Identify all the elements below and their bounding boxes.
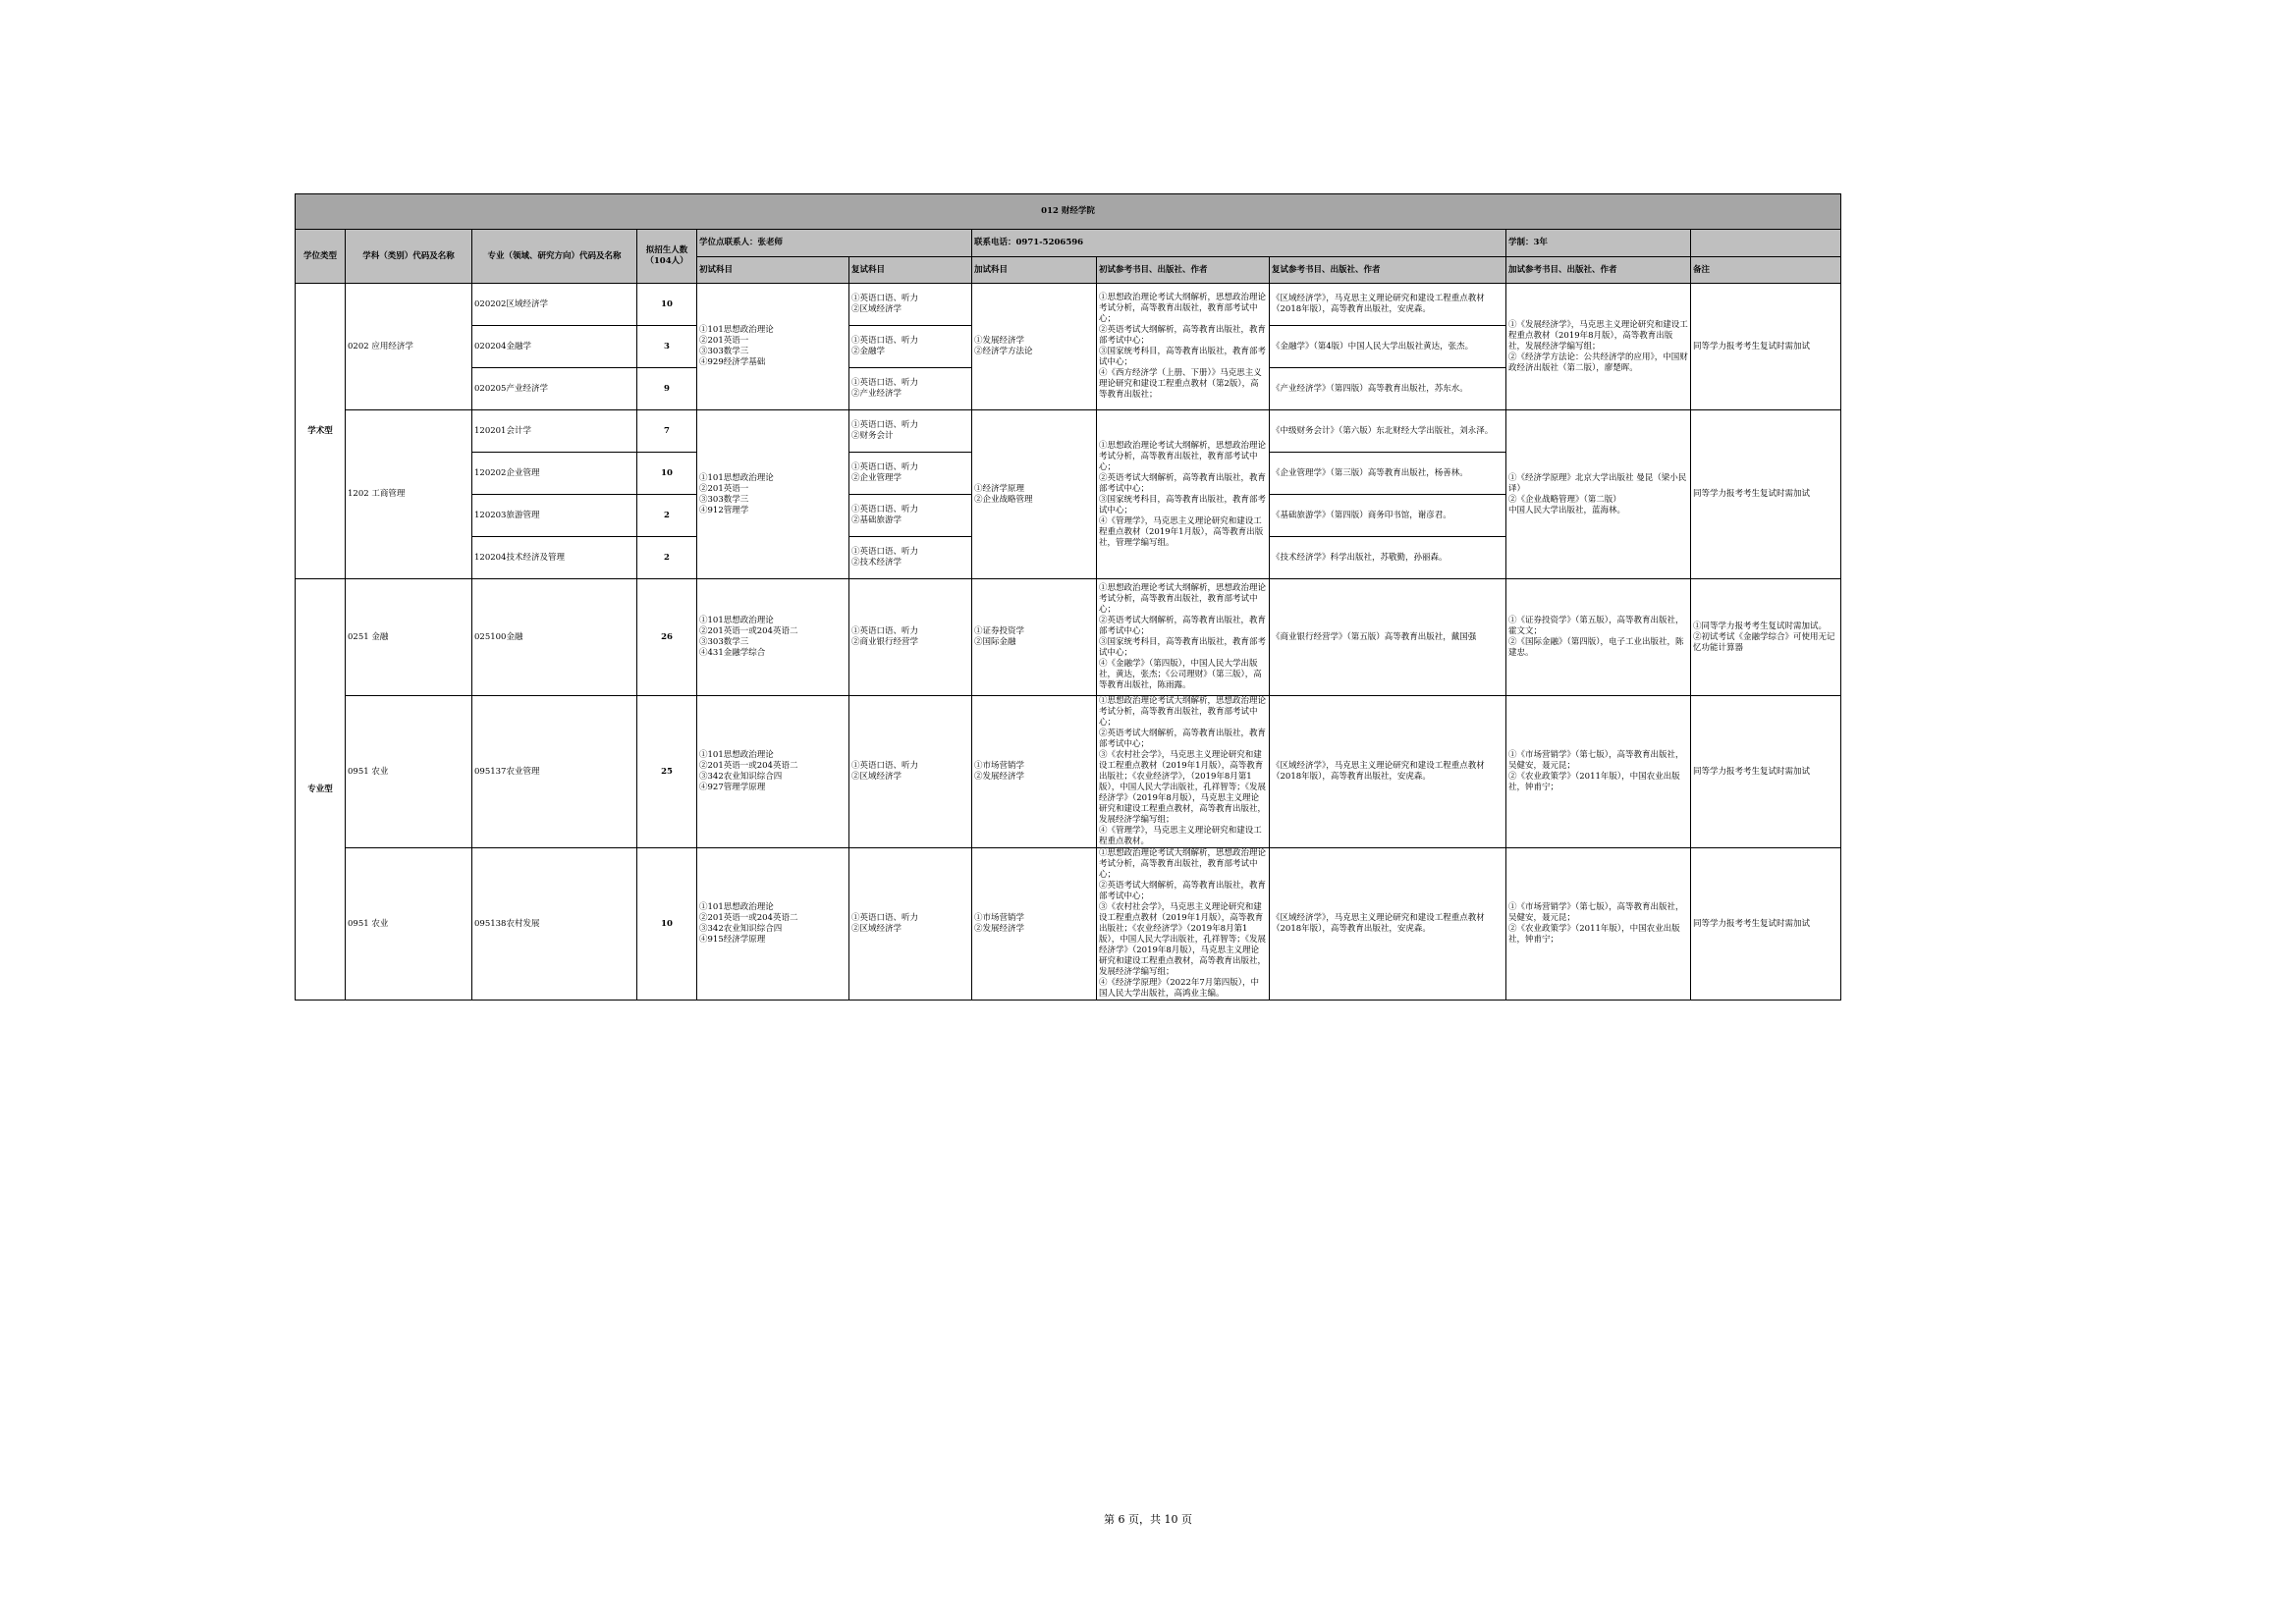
header-quota: 拟招生人数（104人） (637, 230, 697, 284)
discipline-cell: 0251 金融 (346, 579, 472, 696)
retest-subjects-cell: ①英语口语、听力 ②金融学 (849, 326, 972, 368)
header-contact-person: 学位点联系人：张老师 (697, 230, 972, 257)
exam-subjects-cell: ①101思想政治理论 ②201英语一或204英语二 ③342农业知识综合四 ④927管理学原理 (697, 696, 849, 848)
degree-type-academic: 学术型 (296, 284, 346, 579)
admissions-table (295, 193, 1841, 1001)
header-degree-type: 学位类型 (296, 230, 346, 284)
table-row (296, 848, 1841, 1001)
table-row (296, 284, 1841, 326)
major-cell: 020205产业经济学 (472, 368, 637, 410)
major-cell: 025100金融 (472, 579, 637, 696)
extra-subjects-cell: ①发展经济学 ②经济学方法论 (972, 284, 1097, 410)
notes-cell: 同等学力报考考生复试时需加试 (1691, 696, 1841, 848)
retest-refs-cell: 《商业银行经营学》（第五版）高等教育出版社，戴国强 (1270, 579, 1506, 696)
quota-cell: 26 (637, 579, 697, 696)
table-row (296, 410, 1841, 453)
exam-subjects-cell: ①101思想政治理论 ②201英语一或204英语二 ③342农业知识综合四 ④915经济学原理 (697, 848, 849, 1001)
retest-subjects-cell: ①英语口语、听力 ②企业管理学 (849, 453, 972, 495)
header-exam-refs: 初试参考书目、出版社、作者 (1097, 257, 1270, 284)
discipline-cell: 0202 应用经济学 (346, 284, 472, 410)
quota-cell: 10 (637, 453, 697, 495)
quota-cell: 10 (637, 848, 697, 1001)
exam-subjects-cell: ①101思想政治理论 ②201英语一或204英语二 ③303数学三 ④431金融学综合 (697, 579, 849, 696)
major-cell: 120203旅游管理 (472, 495, 637, 537)
quota-cell: 25 (637, 696, 697, 848)
quota-cell: 3 (637, 326, 697, 368)
major-cell: 095137农业管理 (472, 696, 637, 848)
retest-refs-cell: 《区域经济学》，马克思主义理论研究和建设工程重点教材（2018年版），高等教育出版社，安虎森。 (1270, 696, 1506, 848)
extra-subjects-cell: ①证券投资学 ②国际金融 (972, 579, 1097, 696)
quota-cell: 2 (637, 537, 697, 579)
major-cell: 120201会计学 (472, 410, 637, 453)
quota-cell: 7 (637, 410, 697, 453)
header-major: 专业（领域、研究方向）代码及名称 (472, 230, 637, 284)
degree-type-professional: 专业型 (296, 579, 346, 1001)
retest-subjects-cell: ①英语口语、听力 ②区域经济学 (849, 848, 972, 1001)
extra-refs-cell: ①《市场营销学》（第七版），高等教育出版社，吴健安，聂元昆； ②《农业政策学》（2011年版），中国农业出版社，钟甫宁； (1506, 848, 1691, 1001)
notes-cell: ①同等学力报考考生复试时需加试。 ②初试考试《金融学综合》可使用无记忆功能计算器 (1691, 579, 1841, 696)
retest-subjects-cell: ①英语口语、听力 ②产业经济学 (849, 368, 972, 410)
header-duration: 学制：3年 (1506, 230, 1691, 257)
retest-subjects-cell: ①英语口语、听力 ②商业银行经营学 (849, 579, 972, 696)
exam-refs-cell: ①思想政治理论考试大纲解析，思想政治理论考试分析，高等教育出版社，教育部考试中心； ②英语考试大纲解析，高等教育出版社，教育部考试中心； ③《农村社会学》，马克思主义理论研究和建设工程重点教材（2019年1月版），高等教育出版社；《农业经济学》（2019年8月第1版），中国人民大学出版社，孔祥智等；《发展经济学》（2019年8月版），马克思主义理论研究和建设工程重点教材，高等教育出版社，发展经济学编写组； ④《经济学原理》（2022年7月第四版），中国人民大学出版社，高鸿业主编。 (1097, 848, 1270, 1001)
header-notes: 备注 (1691, 257, 1841, 284)
exam-refs-cell: ①思想政治理论考试大纲解析，思想政治理论考试分析，高等教育出版社，教育部考试中心； ②英语考试大纲解析，高等教育出版社，教育部考试中心； ③国家统考科目，高等教育出版社，教育部考试中心； ④《金融学》（第四版），中国人民大学出版社，黄达，张杰；《公司理财》（第三版），高等教育出版社，陈雨露。 (1097, 579, 1270, 696)
discipline-cell: 0951 农业 (346, 696, 472, 848)
notes-cell: 同等学力报考考生复试时需加试 (1691, 284, 1841, 410)
table-title-row (296, 194, 1841, 230)
exam-subjects-cell: ①101思想政治理论 ②201英语一 ③303数学三 ④929经济学基础 (697, 284, 849, 410)
header-exam-subjects: 初试科目 (697, 257, 849, 284)
retest-refs-cell: 《金融学》（第4版）中国人民大学出版社黄达，张杰。 (1270, 326, 1506, 368)
exam-subjects-cell: ①101思想政治理论 ②201英语一 ③303数学三 ④912管理学 (697, 410, 849, 579)
header-retest-subjects: 复试科目 (849, 257, 972, 284)
retest-refs-cell: 《基础旅游学》（第四版）商务印书馆，谢彦君。 (1270, 495, 1506, 537)
header-discipline: 学科（类别）代码及名称 (346, 230, 472, 284)
notes-cell: 同等学力报考考生复试时需加试 (1691, 410, 1841, 579)
retest-subjects-cell: ①英语口语、听力 ②基础旅游学 (849, 495, 972, 537)
extra-refs-cell: ①《市场营销学》（第七版），高等教育出版社，吴健安，聂元昆； ②《农业政策学》（2011年版），中国农业出版社，钟甫宁； (1506, 696, 1691, 848)
major-cell: 120204技术经济及管理 (472, 537, 637, 579)
major-cell: 120202企业管理 (472, 453, 637, 495)
extra-refs-cell: ①《发展经济学》，马克思主义理论研究和建设工程重点教材（2019年8月版），高等教育出版社，发展经济学编写组； ②《经济学方法论：公共经济学的应用》，中国财政经济出版社（第二版），廖楚晖。 (1506, 284, 1691, 410)
quota-cell: 10 (637, 284, 697, 326)
retest-subjects-cell: ①英语口语、听力 ②区域经济学 (849, 696, 972, 848)
extra-refs-cell: ①《证券投资学》（第五版），高等教育出版社，霍文文； ②《国际金融》（第四版），电子工业出版社，陈建忠。 (1506, 579, 1691, 696)
major-cell: 020202区域经济学 (472, 284, 637, 326)
retest-refs-cell: 《技术经济学》科学出版社，苏敬勤，孙丽森。 (1270, 537, 1506, 579)
header-extra-subjects: 加试科目 (972, 257, 1097, 284)
extra-subjects-cell: ①经济学原理 ②企业战略管理 (972, 410, 1097, 579)
major-cell: 095138农村发展 (472, 848, 637, 1001)
header-extra-refs: 加试参考书目、出版社、作者 (1506, 257, 1691, 284)
page-footer: 第 6 页，共 10 页 (1104, 1513, 1192, 1526)
retest-refs-cell: 《企业管理学》（第三版）高等教育出版社，杨善林。 (1270, 453, 1506, 495)
retest-subjects-cell: ①英语口语、听力 ②技术经济学 (849, 537, 972, 579)
major-cell: 020204金融学 (472, 326, 637, 368)
header-contact-phone: 联系电话：0971-5206596 (972, 230, 1506, 257)
header-row-1 (296, 230, 1841, 257)
retest-refs-cell: 《产业经济学》（第四版）高等教育出版社，苏东水。 (1270, 368, 1506, 410)
header-retest-refs: 复试参考书目、出版社、作者 (1270, 257, 1506, 284)
extra-subjects-cell: ①市场营销学 ②发展经济学 (972, 696, 1097, 848)
quota-cell: 9 (637, 368, 697, 410)
exam-refs-cell: ①思想政治理论考试大纲解析，思想政治理论考试分析，高等教育出版社，教育部考试中心； ②英语考试大纲解析，高等教育出版社，教育部考试中心； ③国家统考科目，高等教育出版社，教育部考试中心； ④《管理学》，马克思主义理论研究和建设工程重点教材（2019年1月版），高等教育出版社，管理学编写组。 (1097, 410, 1270, 579)
table-row (296, 579, 1841, 696)
discipline-cell: 1202 工商管理 (346, 410, 472, 579)
notes-cell: 同等学力报考考生复试时需加试 (1691, 848, 1841, 1001)
exam-refs-cell: ①思想政治理论考试大纲解析，思想政治理论考试分析，高等教育出版社，教育部考试中心； ②英语考试大纲解析，高等教育出版社，教育部考试中心； ③《农村社会学》，马克思主义理论研究和建设工程重点教材（2019年1月版），高等教育出版社；《农业经济学》，（2019年8月第1版），中国人民大学出版社，孔祥智等；《发展经济学》（2019年8月版），马克思主义理论研究和建设工程重点教材，高等教育出版社，发展经济学编写组； ④《管理学》，马克思主义理论研究和建设工程重点教材。 (1097, 696, 1270, 848)
table-row (296, 696, 1841, 848)
extra-refs-cell: ①《经济学原理》北京大学出版社 曼昆（梁小民译） ②《企业战略管理》（第二版） 中国人民大学出版社，蓝海林。 (1506, 410, 1691, 579)
retest-refs-cell: 《中级财务会计》（第六版）东北财经大学出版社，刘永泽。 (1270, 410, 1506, 453)
header-blank (1691, 230, 1841, 257)
table-title: 012 财经学院 (296, 194, 1841, 230)
retest-subjects-cell: ①英语口语、听力 ②区域经济学 (849, 284, 972, 326)
retest-refs-cell: 《区域经济学》，马克思主义理论研究和建设工程重点教材（2018年版），高等教育出版社，安虎森。 (1270, 848, 1506, 1001)
quota-cell: 2 (637, 495, 697, 537)
extra-subjects-cell: ①市场营销学 ②发展经济学 (972, 848, 1097, 1001)
discipline-cell: 0951 农业 (346, 848, 472, 1001)
retest-refs-cell: 《区域经济学》，马克思主义理论研究和建设工程重点教材（2018年版），高等教育出版社，安虎森。 (1270, 284, 1506, 326)
exam-refs-cell: ①思想政治理论考试大纲解析，思想政治理论考试分析，高等教育出版社，教育部考试中心； ②英语考试大纲解析，高等教育出版社，教育部考试中心； ③国家统考科目，高等教育出版社，教育部考试中心； ④《西方经济学（上册、下册）》马克思主义理论研究和建设工程重点教材（第2版），高等教育出版社； (1097, 284, 1270, 410)
retest-subjects-cell: ①英语口语、听力 ②财务会计 (849, 410, 972, 453)
